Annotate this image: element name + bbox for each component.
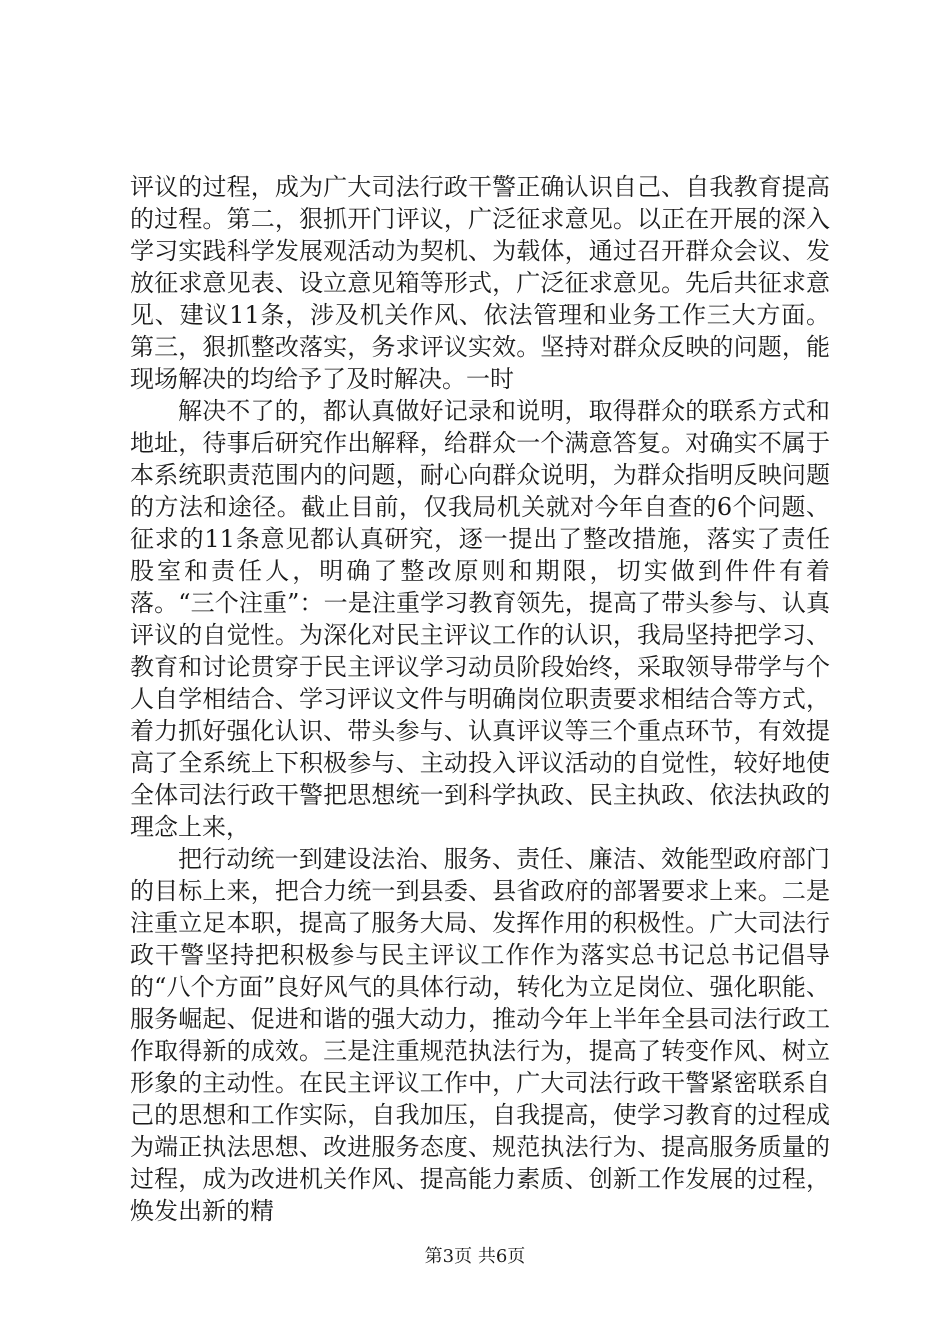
page-footer: 第3页 共6页 <box>424 1246 526 1267</box>
paragraph-2: 解决不了的，都认真做好记录和说明，取得群众的联系方式和地址，待事后研究作出解释，给群众一个满意答复。对确实不属于本系统职责范围内的问题，耐心向群众说明，为群众指明反映问题的方法和途径。截止目前，仅我局机关就对今年自查的6个问题、征求的11条意见都认真研究，逐一提出了整改措施，落实了责任股室和责任人，明确了整改原则和期限，切实做到件件有着落。“三个注重”：一是注重学习教育领先，提高了带头参与、认真评议的自觉性。为深化对民主评议工作的认识，我局坚持把学习、教育和讨论贯穿于民主评议学习动员阶段始终，采取领导带学与个人自学相结合、学习评议文件与明确岗位职责要求相结合等方式，着力抓好强化认识、带头参与、认真评议等三个重点环节，有效提高了全系统上下积极参与、主动投入评议活动的自觉性，较好地使全体司法行政干警把思想统一到科学执政、民主执政、依法执政的理念上来， <box>130 397 830 841</box>
paragraph-1: 评议的过程，成为广大司法行政干警正确认识自己、自我教育提高的过程。第二，狠抓开门评议，广泛征求意见。以正在开展的深入学习实践科学发展观活动为契机、为载体，通过召开群众会议、发放征求意见表、设立意见箱等形式，广泛征求意见。先后共征求意见、建议11条，涉及机关作风、依法管理和业务工作三大方面。第三，狠抓整改落实，务求评议实效。坚持对群众反映的问题，能现场解决的均给予了及时解决。一时 <box>130 173 830 393</box>
document-body <box>130 171 830 1227</box>
paragraph-3: 把行动统一到建设法治、服务、责任、廉洁、效能型政府部门的目标上来，把合力统一到县委、县省政府的部署要求上来。二是注重立足本职，提高了服务大局、发挥作用的积极性。广大司法行政干警坚持把积极参与民主评议工作作为落实总书记总书记倡导的“八个方面”良好风气的具体行动，转化为立足岗位、强化职能、服务崛起、促进和谐的强大动力，推动今年上半年全县司法行政工作取得新的成效。三是注重规范执法行为，提高了转变作风、树立形象的主动性。在民主评议工作中，广大司法行政干警紧密联系自己的思想和工作实际，自我加压，自我提高，使学习教育的过程成为端正执法思想、改进服务态度、规范执法行为、提高服务质量的过程，成为改进机关作风、提高能力素质、创新工作发展的过程，焕发出新的精 <box>130 845 830 1225</box>
